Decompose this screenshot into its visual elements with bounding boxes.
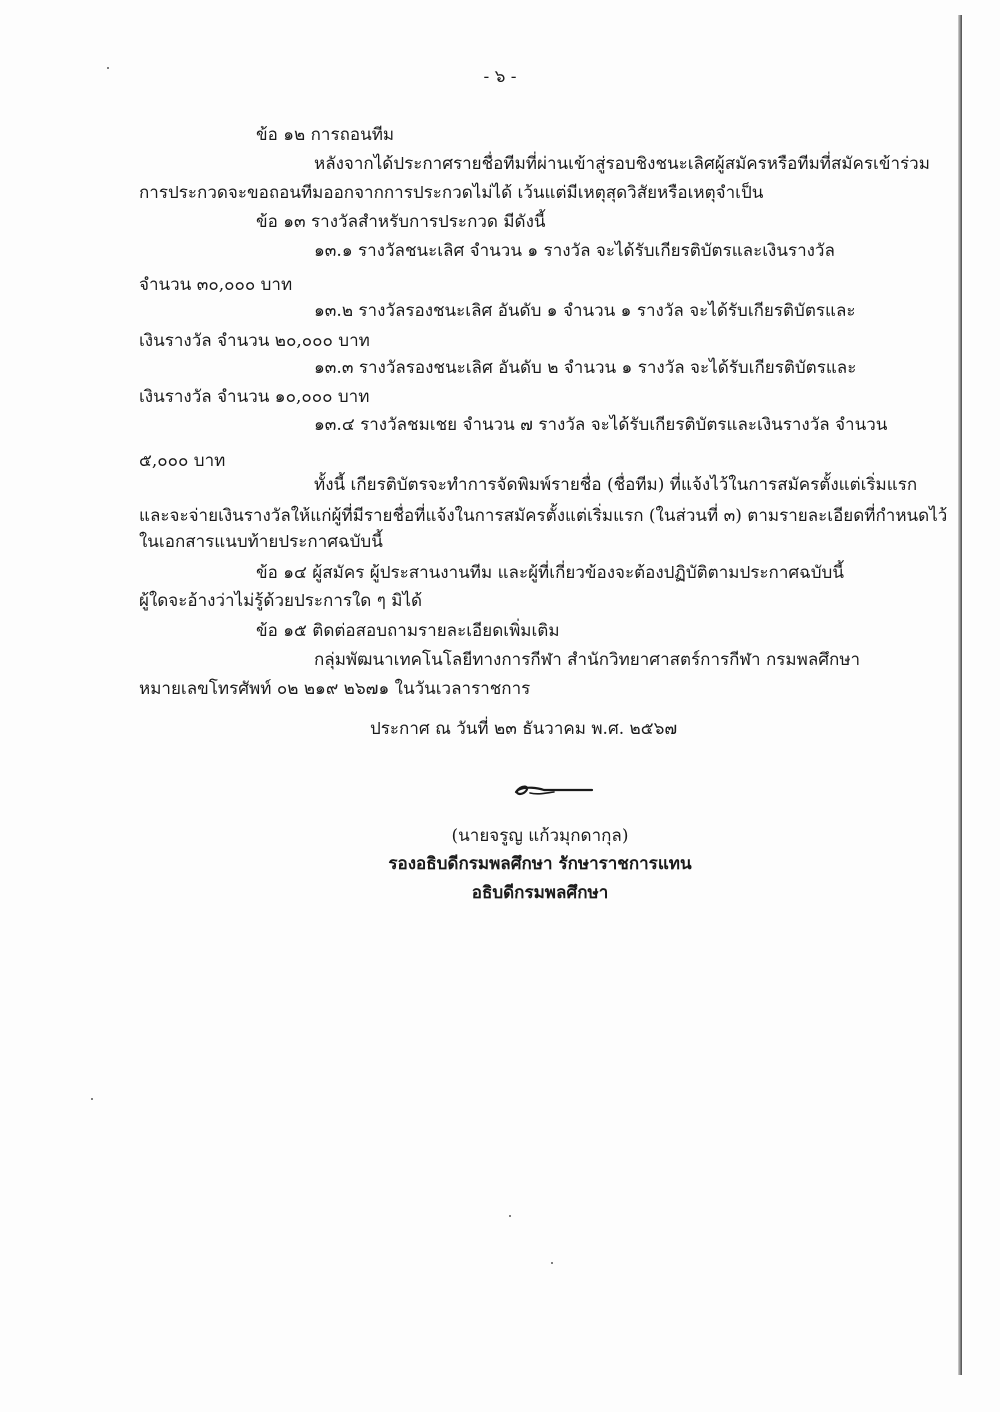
signatory-name: (นายจรูญ แก้วมุกดากุล) [451, 826, 629, 846]
signatory-position-1: รองอธิบดีกรมพลศึกษา รักษาราชการแทน [388, 854, 692, 874]
signatory-position-2: อธิบดีกรมพลศึกษา [471, 883, 609, 903]
clause-12-line-2: การประกวดจะขอถอนทีมออกจากการประกวดไม่ได้ เว้นแต่มีเหตุสุดวิสัยหรือเหตุจำเป็น [139, 183, 764, 203]
clause-14-line-1: ข้อ ๑๔ ผู้สมัคร ผู้ประสานงานทีม และผู้ที่เกี่ยวข้องจะต้องปฏิบัติตามประกาศฉบับนี้ [256, 563, 844, 583]
prize-13-2-line-2: เงินรางวัล จำนวน ๒๐,๐๐๐ บาท [139, 331, 370, 351]
clause-12-line-1: หลังจากได้ประกาศรายชื่อทีมที่ผ่านเข้าสู่รอบชิงชนะเลิศ ผู้สมัครหรือทีมที่สมัครเข้าร่วม [314, 154, 930, 174]
clause-15-line-2: หมายเลขโทรศัพท์ ๐๒ ๒๑๙ ๒๖๗๑ ในวันเวลาราชการ [139, 679, 531, 699]
clause-12-heading: ข้อ ๑๒ การถอนทีม [256, 125, 395, 145]
prize-13-1-line-2: จำนวน ๓๐,๐๐๐ บาท [139, 275, 293, 295]
prize-note-line-3: ในเอกสารแนบท้ายประกาศฉบับนี้ [139, 532, 383, 552]
prize-13-3-line-2: เงินรางวัล จำนวน ๑๐,๐๐๐ บาท [139, 387, 370, 407]
scan-edge-shadow [958, 15, 962, 1375]
page-number: - ๖ - [483, 67, 517, 87]
scan-speck [91, 1098, 93, 1100]
clause-14-line-2: ผู้ใดจะอ้างว่าไม่รู้ด้วยประการใด ๆ มิได้ [139, 591, 423, 611]
prize-note-line-1: ทั้งนี้ เกียรติบัตรจะทำการจัดพิมพ์รายชื่อ (ชื่อทีม) ที่แจ้งไว้ในการสมัครตั้งแต่เริ่มแรก [314, 475, 918, 495]
clause-15-heading: ข้อ ๑๕ ติดต่อสอบถามรายละเอียดเพิ่มเติม [256, 621, 560, 641]
clause-15-line-1: กลุ่มพัฒนาเทคโนโลยีทางการกีฬา สำนักวิทยาศาสตร์การกีฬา กรมพลศึกษา [314, 650, 861, 670]
prize-13-4-line-1: ๑๓.๔ รางวัลชมเชย จำนวน ๗ รางวัล จะได้รับเกียรติบัตรและเงินรางวัล จำนวน [314, 415, 888, 435]
prize-13-1-line-1: ๑๓.๑ รางวัลชนะเลิศ จำนวน ๑ รางวัล จะได้รับเกียรติบัตรและเงินรางวัล [314, 241, 835, 261]
prize-13-3-line-1: ๑๓.๓ รางวัลรองชนะเลิศ อันดับ ๒ จำนวน ๑ รางวัล จะได้รับเกียรติบัตรและ [314, 358, 857, 378]
scan-speck [551, 1262, 553, 1264]
handwritten-signature [508, 778, 594, 802]
announcement-date: ประกาศ ณ วันที่ ๒๓ ธันวาคม พ.ศ. ๒๕๖๗ [370, 719, 678, 739]
prize-13-4-line-2: ๕,๐๐๐ บาท [139, 451, 226, 471]
prize-13-2-line-1: ๑๓.๒ รางวัลรองชนะเลิศ อันดับ ๑ จำนวน ๑ รางวัล จะได้รับเกียรติบัตรและ [314, 301, 856, 321]
scan-speck [509, 1215, 511, 1217]
clause-13-heading: ข้อ ๑๓ รางวัลสำหรับการประกวด มีดังนี้ [256, 212, 546, 232]
prize-note-line-2: และจะจ่ายเงินรางวัลให้แก่ผู้ที่มีรายชื่อที่แจ้งในการสมัครตั้งแต่เริ่มแรก (ในส่วนที่ ๓) ตามรายละเอียดที่กำหนดไว้ [139, 506, 948, 526]
